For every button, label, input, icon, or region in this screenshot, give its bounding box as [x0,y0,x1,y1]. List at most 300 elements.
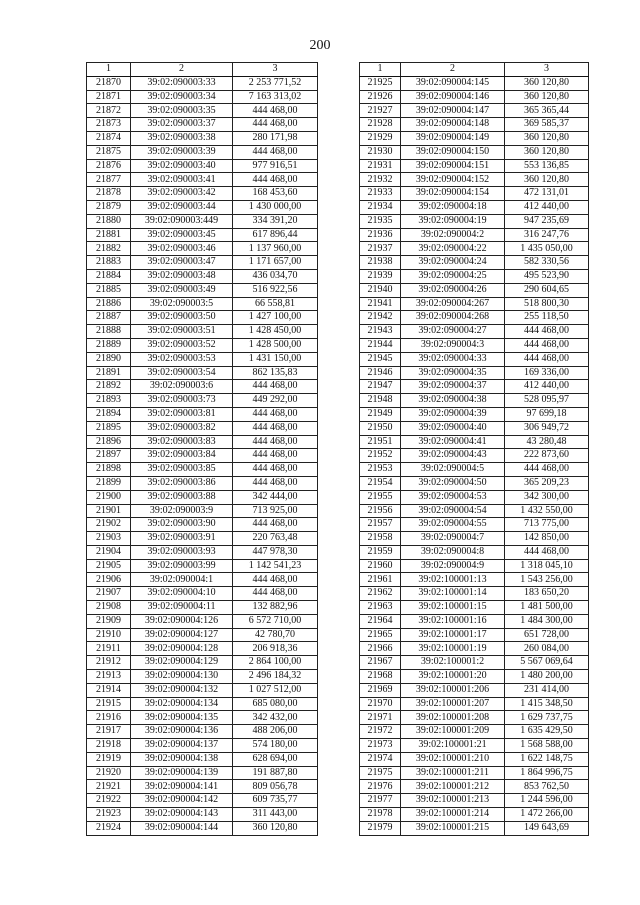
value-cell: 444 468,00 [505,463,589,477]
value-cell: 206 918,36 [233,642,318,656]
row-number-cell: 21964 [360,614,401,628]
row-number-cell: 21966 [360,642,401,656]
row-number-cell: 21889 [87,338,131,352]
row-number-cell: 21906 [87,573,131,587]
cadastral-number-cell: 39:02:090004:128 [131,642,233,656]
row-number-cell: 21923 [87,808,131,822]
cadastral-number-cell: 39:02:090004:143 [131,808,233,822]
table-row [87,394,318,408]
cadastral-number-cell: 39:02:100001:2 [401,656,505,670]
table-row [87,449,318,463]
row-number-cell: 21899 [87,476,131,490]
cadastral-number-cell: 39:02:090004:35 [401,366,505,380]
table-row [87,642,318,656]
value-cell: 360 120,80 [505,131,589,145]
row-number-cell: 21888 [87,325,131,339]
row-number-cell: 21937 [360,242,401,256]
value-cell: 947 235,69 [505,214,589,228]
value-cell: 255 118,50 [505,311,589,325]
cadastral-number-cell: 39:02:090004:150 [401,145,505,159]
value-cell: 853 762,50 [505,780,589,794]
value-cell: 609 735,77 [233,794,318,808]
value-cell: 290 604,65 [505,283,589,297]
cadastral-number-cell: 39:02:090003:41 [131,173,233,187]
cadastral-number-cell: 39:02:090004:22 [401,242,505,256]
row-number-cell: 21924 [87,821,131,835]
cadastral-number-cell: 39:02:090004:39 [401,407,505,421]
value-cell: 43 280,48 [505,435,589,449]
column-header: 1 [360,63,401,77]
table-row [360,697,589,711]
value-cell: 5 567 069,64 [505,656,589,670]
column-header: 3 [233,63,318,77]
row-number-cell: 21928 [360,118,401,132]
row-number-cell: 21952 [360,449,401,463]
row-number-cell: 21893 [87,394,131,408]
row-number-cell: 21953 [360,463,401,477]
row-number-cell: 21939 [360,269,401,283]
row-number-cell: 21898 [87,463,131,477]
row-number-cell: 21919 [87,752,131,766]
value-cell: 444 468,00 [233,573,318,587]
value-cell: 231 414,00 [505,683,589,697]
row-number-cell: 21974 [360,752,401,766]
cadastral-number-cell: 39:02:100001:210 [401,752,505,766]
row-number-cell: 21918 [87,739,131,753]
row-number-cell: 21903 [87,532,131,546]
cadastral-number-cell: 39:02:090004:147 [401,104,505,118]
table-row [360,214,589,228]
cadastral-number-cell: 39:02:090004:142 [131,794,233,808]
value-cell: 444 468,00 [233,421,318,435]
table-row [87,297,318,311]
row-number-cell: 21938 [360,256,401,270]
cadastral-number-cell: 39:02:090003:53 [131,352,233,366]
row-number-cell: 21961 [360,573,401,587]
value-cell: 412 440,00 [505,380,589,394]
table-row [360,752,589,766]
cadastral-number-cell: 39:02:090004:37 [401,380,505,394]
table-row [87,628,318,642]
table-row [87,352,318,366]
row-number-cell: 21894 [87,407,131,421]
value-cell: 495 523,90 [505,269,589,283]
value-cell: 6 572 710,00 [233,614,318,628]
table-row [360,532,589,546]
row-number-cell: 21955 [360,490,401,504]
cadastral-number-cell: 39:02:090003:44 [131,200,233,214]
cadastral-number-cell: 39:02:090003:82 [131,421,233,435]
row-number-cell: 21947 [360,380,401,394]
cadastral-number-cell: 39:02:090004:141 [131,780,233,794]
row-number-cell: 21912 [87,656,131,670]
table-row [87,752,318,766]
cadastral-number-cell: 39:02:090004:41 [401,435,505,449]
cadastral-number-cell: 39:02:090003:35 [131,104,233,118]
row-number-cell: 21915 [87,697,131,711]
value-cell: 1 472 266,00 [505,808,589,822]
table-row [87,808,318,822]
cadastral-number-cell: 39:02:090004:145 [401,76,505,90]
table-row [87,145,318,159]
table-header-row [360,63,589,77]
cadastral-number-cell: 39:02:090003:40 [131,159,233,173]
table-row [360,518,589,532]
table-row [360,504,589,518]
cadastral-number-cell: 39:02:090004:146 [401,90,505,104]
row-number-cell: 21896 [87,435,131,449]
table-row [360,780,589,794]
value-cell: 1 543 256,00 [505,573,589,587]
table-row [360,366,589,380]
table-row [360,311,589,325]
cadastral-number-cell: 39:02:090004:144 [131,821,233,835]
cadastral-number-cell: 39:02:090004:19 [401,214,505,228]
table-row [360,642,589,656]
row-number-cell: 21963 [360,601,401,615]
cadastral-number-cell: 39:02:090004:126 [131,614,233,628]
value-cell: 472 131,01 [505,187,589,201]
cadastral-number-cell: 39:02:090004:268 [401,311,505,325]
value-cell: 444 468,00 [233,145,318,159]
table-row [360,380,589,394]
value-cell: 168 453,60 [233,187,318,201]
table-row [87,518,318,532]
cadastral-number-cell: 39:02:100001:211 [401,766,505,780]
column-header: 2 [131,63,233,77]
row-number-cell: 21932 [360,173,401,187]
table-row [360,407,589,421]
row-number-cell: 21905 [87,559,131,573]
row-number-cell: 21892 [87,380,131,394]
cadastral-number-cell: 39:02:090004:10 [131,587,233,601]
value-cell: 1 568 588,00 [505,739,589,753]
value-cell: 436 034,70 [233,269,318,283]
value-cell: 260 084,00 [505,642,589,656]
row-number-cell: 21882 [87,242,131,256]
cadastral-table-left [86,62,318,836]
value-cell: 444 468,00 [233,587,318,601]
table-row [87,187,318,201]
row-number-cell: 21911 [87,642,131,656]
cadastral-number-cell: 39:02:090003:86 [131,476,233,490]
value-cell: 1 864 996,75 [505,766,589,780]
row-number-cell: 21936 [360,228,401,242]
table-row [360,490,589,504]
cadastral-number-cell: 39:02:090004:148 [401,118,505,132]
value-cell: 685 080,00 [233,697,318,711]
row-number-cell: 21925 [360,76,401,90]
row-number-cell: 21971 [360,711,401,725]
cadastral-number-cell: 39:02:090003:33 [131,76,233,90]
row-number-cell: 21965 [360,628,401,642]
table-row [87,311,318,325]
value-cell: 444 468,00 [505,352,589,366]
cadastral-number-cell: 39:02:100001:208 [401,711,505,725]
row-number-cell: 21951 [360,435,401,449]
table-row [360,808,589,822]
row-number-cell: 21931 [360,159,401,173]
row-number-cell: 21916 [87,711,131,725]
value-cell: 1 415 348,50 [505,697,589,711]
row-number-cell: 21950 [360,421,401,435]
row-number-cell: 21930 [360,145,401,159]
cadastral-number-cell: 39:02:090004:24 [401,256,505,270]
cadastral-number-cell: 39:02:090004:55 [401,518,505,532]
table-row [360,338,589,352]
cadastral-number-cell: 39:02:100001:214 [401,808,505,822]
table-row [87,780,318,794]
cadastral-number-cell: 39:02:090004:132 [131,683,233,697]
value-cell: 342 444,00 [233,490,318,504]
table-row [87,794,318,808]
value-cell: 553 136,85 [505,159,589,173]
value-cell: 1 027 512,00 [233,683,318,697]
row-number-cell: 21904 [87,545,131,559]
value-cell: 1 318 045,10 [505,559,589,573]
value-cell: 444 468,00 [505,325,589,339]
row-number-cell: 21880 [87,214,131,228]
value-cell: 444 468,00 [505,338,589,352]
value-cell: 449 292,00 [233,394,318,408]
cadastral-number-cell: 39:02:100001:17 [401,628,505,642]
cadastral-number-cell: 39:02:100001:14 [401,587,505,601]
value-cell: 316 247,76 [505,228,589,242]
cadastral-number-cell: 39:02:090004:129 [131,656,233,670]
row-number-cell: 21948 [360,394,401,408]
table-row [360,545,589,559]
table-row [360,200,589,214]
value-cell: 444 468,00 [233,476,318,490]
cadastral-number-cell: 39:02:100001:212 [401,780,505,794]
table-row [360,476,589,490]
cadastral-number-cell: 39:02:090003:91 [131,532,233,546]
value-cell: 1 484 300,00 [505,614,589,628]
value-cell: 280 171,98 [233,131,318,145]
row-number-cell: 21927 [360,104,401,118]
value-cell: 142 850,00 [505,532,589,546]
column-header: 3 [505,63,589,77]
value-cell: 360 120,80 [505,76,589,90]
value-cell: 444 468,00 [233,407,318,421]
table-row [87,545,318,559]
cadastral-number-cell: 39:02:090004:127 [131,628,233,642]
value-cell: 628 694,00 [233,752,318,766]
row-number-cell: 21877 [87,173,131,187]
value-cell: 183 650,20 [505,587,589,601]
value-cell: 1 142 541,23 [233,559,318,573]
cadastral-number-cell: 39:02:090004:136 [131,725,233,739]
table-row [87,159,318,173]
table-row [360,601,589,615]
table-row [360,159,589,173]
cadastral-number-cell: 39:02:100001:15 [401,601,505,615]
table-row [87,573,318,587]
cadastral-number-cell: 39:02:090003:85 [131,463,233,477]
row-number-cell: 21891 [87,366,131,380]
cadastral-number-cell: 39:02:090004:33 [401,352,505,366]
table-row [87,559,318,573]
row-number-cell: 21885 [87,283,131,297]
table-row [87,504,318,518]
table-row [360,421,589,435]
row-number-cell: 21949 [360,407,401,421]
table-row [87,614,318,628]
value-cell: 1 427 100,00 [233,311,318,325]
value-cell: 360 120,80 [505,90,589,104]
row-number-cell: 21920 [87,766,131,780]
table-row [87,587,318,601]
value-cell: 516 922,56 [233,283,318,297]
row-number-cell: 21976 [360,780,401,794]
table-row [360,766,589,780]
table-row [87,421,318,435]
table-row [87,766,318,780]
row-number-cell: 21879 [87,200,131,214]
value-cell: 360 120,80 [505,145,589,159]
cadastral-number-cell: 39:02:090003:73 [131,394,233,408]
value-cell: 488 206,00 [233,725,318,739]
table-row [87,435,318,449]
table-row [360,821,589,835]
cadastral-number-cell: 39:02:090003:38 [131,131,233,145]
row-number-cell: 21895 [87,421,131,435]
table-row [360,90,589,104]
cadastral-number-cell: 39:02:090003:449 [131,214,233,228]
table-row [87,711,318,725]
cadastral-number-cell: 39:02:090003:34 [131,90,233,104]
cadastral-number-cell: 39:02:100001:16 [401,614,505,628]
cadastral-table-right [359,62,589,836]
value-cell: 334 391,20 [233,214,318,228]
value-cell: 1 481 500,00 [505,601,589,615]
cadastral-number-cell: 39:02:090004:149 [401,131,505,145]
value-cell: 444 468,00 [233,380,318,394]
value-cell: 1 435 050,00 [505,242,589,256]
table-row [360,670,589,684]
table-row [87,131,318,145]
cadastral-number-cell: 39:02:090004:53 [401,490,505,504]
row-number-cell: 21978 [360,808,401,822]
value-cell: 444 468,00 [233,173,318,187]
table-row [87,214,318,228]
cadastral-number-cell: 39:02:090004:139 [131,766,233,780]
table-header-row [87,63,318,77]
cadastral-number-cell: 39:02:090004:3 [401,338,505,352]
row-number-cell: 21881 [87,228,131,242]
row-number-cell: 21908 [87,601,131,615]
row-number-cell: 21900 [87,490,131,504]
table-row [360,573,589,587]
row-number-cell: 21907 [87,587,131,601]
cadastral-number-cell: 39:02:090004:2 [401,228,505,242]
value-cell: 444 468,00 [233,118,318,132]
table-row [360,449,589,463]
row-number-cell: 21897 [87,449,131,463]
row-number-cell: 21959 [360,545,401,559]
cadastral-number-cell: 39:02:090003:46 [131,242,233,256]
table-row [87,463,318,477]
table-row [360,587,589,601]
cadastral-number-cell: 39:02:100001:209 [401,725,505,739]
cadastral-number-cell: 39:02:090004:5 [401,463,505,477]
cadastral-number-cell: 39:02:100001:206 [401,683,505,697]
cadastral-number-cell: 39:02:100001:19 [401,642,505,656]
table-row [360,104,589,118]
value-cell: 1 428 450,00 [233,325,318,339]
value-cell: 1 635 429,50 [505,725,589,739]
row-number-cell: 21941 [360,297,401,311]
table-row [87,380,318,394]
table-row [87,476,318,490]
table-row [360,794,589,808]
row-number-cell: 21979 [360,821,401,835]
cadastral-number-cell: 39:02:090003:54 [131,366,233,380]
table-row [87,670,318,684]
row-number-cell: 21872 [87,104,131,118]
page-number: 200 [309,38,331,53]
table-row [87,118,318,132]
cadastral-number-cell: 39:02:090004:154 [401,187,505,201]
cadastral-number-cell: 39:02:090004:11 [131,601,233,615]
cadastral-number-cell: 39:02:090003:45 [131,228,233,242]
value-cell: 220 763,48 [233,532,318,546]
table-row [87,366,318,380]
row-number-cell: 21977 [360,794,401,808]
cadastral-number-cell: 39:02:090004:137 [131,739,233,753]
column-header: 2 [401,63,505,77]
row-number-cell: 21917 [87,725,131,739]
value-cell: 222 873,60 [505,449,589,463]
table-row [360,628,589,642]
table-row [360,173,589,187]
value-cell: 342 432,00 [233,711,318,725]
value-cell: 444 468,00 [505,545,589,559]
row-number-cell: 21883 [87,256,131,270]
table-row [87,256,318,270]
table-row [87,683,318,697]
cadastral-number-cell: 39:02:090003:42 [131,187,233,201]
cadastral-number-cell: 39:02:090004:50 [401,476,505,490]
cadastral-number-cell: 39:02:090003:9 [131,504,233,518]
value-cell: 7 163 313,02 [233,90,318,104]
value-cell: 1 431 150,00 [233,352,318,366]
table-row [360,463,589,477]
row-number-cell: 21926 [360,90,401,104]
cadastral-number-cell: 39:02:090004:130 [131,670,233,684]
cadastral-number-cell: 39:02:090004:18 [401,200,505,214]
value-cell: 444 468,00 [233,449,318,463]
value-cell: 1 137 960,00 [233,242,318,256]
cadastral-number-cell: 39:02:090004:25 [401,269,505,283]
row-number-cell: 21946 [360,366,401,380]
row-number-cell: 21967 [360,656,401,670]
row-number-cell: 21871 [87,90,131,104]
cadastral-number-cell: 39:02:090003:84 [131,449,233,463]
row-number-cell: 21973 [360,739,401,753]
row-number-cell: 21956 [360,504,401,518]
value-cell: 651 728,00 [505,628,589,642]
cadastral-number-cell: 39:02:090003:88 [131,490,233,504]
table-row [360,352,589,366]
table-row [87,269,318,283]
row-number-cell: 21901 [87,504,131,518]
row-number-cell: 21902 [87,518,131,532]
cadastral-number-cell: 39:02:090004:1 [131,573,233,587]
cadastral-number-cell: 39:02:090003:52 [131,338,233,352]
cadastral-number-cell: 39:02:090003:90 [131,518,233,532]
value-cell: 66 558,81 [233,297,318,311]
